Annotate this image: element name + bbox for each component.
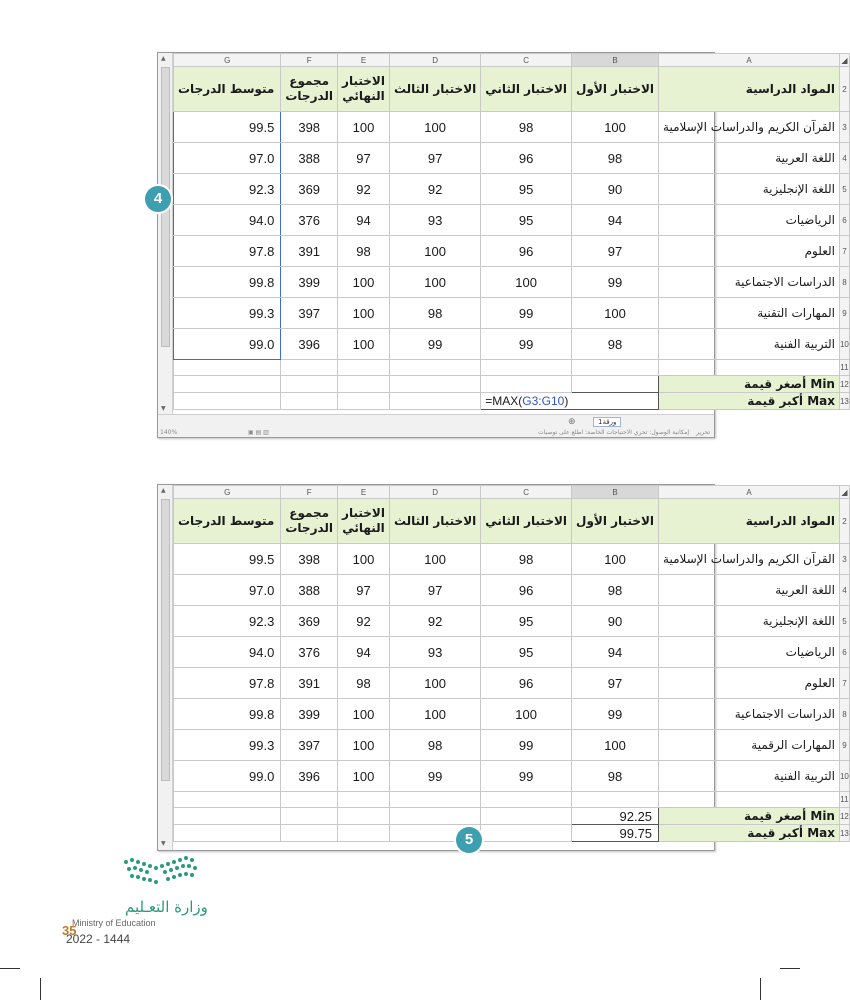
avg-cell[interactable]: 97.8 [174,236,281,267]
test2-cell[interactable]: 95 [481,606,572,637]
avg-cell[interactable]: 99.8 [174,267,281,298]
total-cell[interactable]: 399 [281,699,338,730]
test1-cell[interactable]: 100 [572,730,659,761]
test1-cell[interactable]: 100 [572,298,659,329]
edit-mode-status: تحرير [696,429,710,436]
final-cell[interactable]: 97 [338,575,390,606]
column-header-g[interactable]: G [174,486,281,499]
crop-mark [780,968,800,969]
ministry-name-arabic: وزارة التعـليم [125,898,208,916]
avg-cell[interactable]: 92.3 [174,606,281,637]
avg-cell[interactable]: 97.0 [174,575,281,606]
row-number[interactable]: 7 [839,668,849,699]
row-number[interactable]: 2 [839,499,849,544]
row-number[interactable]: 5 [839,606,849,637]
table-row [174,606,850,637]
avg-cell[interactable]: 97.8 [174,668,281,699]
final-cell[interactable]: 94 [338,637,390,668]
header-total[interactable]: مجموع الدرجات [281,67,338,112]
row-number[interactable]: 13 [839,825,849,842]
header-avg[interactable]: متوسط الدرجات [174,499,281,544]
header-test1[interactable]: الاختبار الأول [572,499,659,544]
test3-cell[interactable]: 98 [389,730,480,761]
row-number[interactable]: 9 [839,730,849,761]
scroll-thumb[interactable] [161,499,170,781]
test2-cell[interactable]: 98 [481,112,572,143]
test2-cell[interactable]: 95 [481,205,572,236]
max-row [174,393,850,410]
test1-cell[interactable]: 100 [572,112,659,143]
table-row [174,112,850,143]
column-header-g[interactable]: G [174,54,281,67]
test2-cell[interactable]: 99 [481,730,572,761]
test2-cell[interactable]: 99 [481,298,572,329]
max-result-cell[interactable]: 99.75 [572,825,659,842]
header-final[interactable]: الاختبار النهائي [338,499,390,544]
subject-cell[interactable]: الدراسات الاجتماعية [659,267,840,298]
final-cell[interactable]: 100 [338,699,390,730]
empty-row [174,792,850,808]
header-total[interactable]: مجموع الدرجات [281,499,338,544]
total-cell[interactable]: 388 [281,143,338,174]
row-number[interactable]: 9 [839,298,849,329]
total-cell[interactable]: 396 [281,329,338,360]
subject-cell[interactable]: الرياضيات [659,205,840,236]
final-cell[interactable]: 100 [338,730,390,761]
subject-cell[interactable]: العلوم [659,668,840,699]
row-number[interactable]: 10 [839,761,849,792]
subject-cell[interactable]: التربية الفنية [659,329,840,360]
step-badge: 5 [456,827,482,853]
column-header-row [174,54,850,67]
table-row [174,699,850,730]
vertical-scrollbar[interactable] [158,485,173,850]
test3-cell[interactable]: 100 [389,544,480,575]
test1-cell[interactable]: 98 [572,761,659,792]
table-row [174,575,850,606]
test3-cell[interactable]: 100 [389,112,480,143]
crop-mark [760,978,761,1000]
total-cell[interactable]: 369 [281,174,338,205]
min-row [174,376,850,393]
worksheet-grid [173,485,850,842]
test2-cell[interactable]: 96 [481,236,572,267]
accessibility-status[interactable]: إمكانية الوصول: تحري الاحتياجات الخاصة: اطلع على توصيات [538,429,690,436]
final-cell[interactable]: 100 [338,298,390,329]
subject-cell[interactable]: المهارات التقنية [659,298,840,329]
test2-cell[interactable]: 98 [481,544,572,575]
test2-cell[interactable]: 96 [481,575,572,606]
avg-cell[interactable]: 99.0 [174,761,281,792]
test1-cell[interactable]: 90 [572,606,659,637]
subject-cell[interactable]: اللغة العربية [659,575,840,606]
avg-cell[interactable]: 92.3 [174,174,281,205]
min-label[interactable]: أصغر قيمة Min [659,808,840,825]
column-header-b[interactable]: B [572,486,659,499]
row-number[interactable]: 6 [839,205,849,236]
test3-cell[interactable]: 100 [389,236,480,267]
row-number[interactable]: 11 [839,360,849,376]
formula-prefix: =MAX( [485,394,523,408]
test1-cell[interactable]: 100 [572,544,659,575]
view-mode-icons[interactable]: ▣ ▤ ▥ [248,429,269,436]
row-number[interactable]: 10 [839,329,849,360]
scroll-up-icon[interactable]: ▲ [161,487,166,494]
total-cell[interactable]: 376 [281,205,338,236]
test2-cell[interactable]: 95 [481,174,572,205]
final-cell[interactable]: 98 [338,668,390,699]
avg-cell[interactable]: 99.3 [174,298,281,329]
test1-cell[interactable]: 98 [572,329,659,360]
header-test3[interactable]: الاختبار الثالث [389,499,480,544]
table-row [174,329,850,360]
max-row [174,825,850,842]
table-row [174,637,850,668]
test2-cell[interactable]: 99 [481,761,572,792]
header-row [174,67,850,112]
column-header-d[interactable]: D [389,486,480,499]
test1-cell[interactable]: 98 [572,143,659,174]
final-cell[interactable]: 100 [338,112,390,143]
row-number[interactable]: 5 [839,174,849,205]
row-number[interactable]: 7 [839,236,849,267]
test1-cell[interactable]: 94 [572,637,659,668]
final-cell[interactable]: 97 [338,143,390,174]
test3-cell[interactable]: 99 [389,761,480,792]
column-header-c[interactable]: C [481,486,572,499]
min-row [174,808,850,825]
column-header-f[interactable]: F [281,486,338,499]
subject-cell[interactable]: الرياضيات [659,637,840,668]
test3-cell[interactable]: 100 [389,699,480,730]
test1-cell[interactable]: 90 [572,174,659,205]
test3-cell[interactable]: 93 [389,637,480,668]
select-all-corner[interactable]: ◢ [841,55,848,65]
crop-mark [40,978,41,1000]
total-cell[interactable]: 396 [281,761,338,792]
table-row [174,761,850,792]
subject-cell[interactable]: المهارات الرقمية [659,730,840,761]
sheet-tab[interactable]: ورقة1 [593,417,621,427]
column-header-a[interactable]: A [659,54,840,67]
row-number[interactable]: 3 [839,544,849,575]
row-number[interactable]: 2 [839,67,849,112]
avg-cell[interactable]: 97.0 [174,143,281,174]
sheet-bottom-bar [158,414,714,437]
total-cell[interactable]: 388 [281,575,338,606]
total-cell[interactable]: 391 [281,236,338,267]
header-test3[interactable]: الاختبار الثالث [389,67,480,112]
final-cell[interactable]: 92 [338,174,390,205]
empty-row [174,360,850,376]
spreadsheet-window-max-formula [157,52,849,438]
final-cell[interactable]: 100 [338,544,390,575]
table-row [174,236,850,267]
avg-cell[interactable]: 94.0 [174,205,281,236]
subject-cell[interactable]: اللغة الإنجليزية [659,174,840,205]
table-row [174,174,850,205]
test1-cell[interactable]: 97 [572,236,659,267]
test2-cell[interactable]: 100 [481,267,572,298]
test1-cell[interactable]: 94 [572,205,659,236]
row-number[interactable]: 8 [839,267,849,298]
ministry-logo-icon [120,852,200,892]
header-avg[interactable]: متوسط الدرجات [174,67,281,112]
total-cell[interactable]: 398 [281,112,338,143]
zoom-level[interactable]: 140% [160,429,178,436]
total-cell[interactable]: 376 [281,637,338,668]
min-label[interactable]: أصغر قيمة Min [659,376,840,393]
table-row [174,544,850,575]
test3-cell[interactable]: 97 [389,143,480,174]
table-row [174,267,850,298]
test3-cell[interactable]: 100 [389,668,480,699]
total-cell[interactable]: 399 [281,267,338,298]
final-cell[interactable]: 100 [338,329,390,360]
row-number[interactable]: 4 [839,143,849,174]
column-header-e[interactable]: E [338,54,390,67]
column-header-f[interactable]: F [281,54,338,67]
test1-cell[interactable]: 99 [572,699,659,730]
test3-cell[interactable]: 97 [389,575,480,606]
row-number[interactable]: 13 [839,393,849,410]
avg-cell[interactable]: 99.8 [174,699,281,730]
subject-cell[interactable]: القرآن الكريم والدراسات الإسلامية [659,544,840,575]
test3-cell[interactable]: 100 [389,267,480,298]
subject-cell[interactable]: اللغة العربية [659,143,840,174]
avg-cell[interactable]: 99.5 [174,112,281,143]
column-header-c[interactable]: C [481,54,572,67]
header-test1[interactable]: الاختبار الأول [572,67,659,112]
final-cell[interactable]: 94 [338,205,390,236]
min-result-cell[interactable] [572,376,659,393]
table-row [174,143,850,174]
test2-cell[interactable]: 96 [481,143,572,174]
header-subject[interactable]: المواد الدراسية [659,499,840,544]
test2-cell[interactable]: 96 [481,668,572,699]
row-number[interactable]: 12 [839,808,849,825]
table-row [174,205,850,236]
column-header-b[interactable]: B [572,54,659,67]
scroll-down-icon[interactable]: ▼ [161,840,166,847]
column-header-d[interactable]: D [389,54,480,67]
ministry-name-english: Ministry of Education [72,918,156,928]
test1-cell[interactable]: 97 [572,668,659,699]
final-cell[interactable]: 98 [338,236,390,267]
test3-cell[interactable]: 98 [389,298,480,329]
row-number[interactable]: 4 [839,575,849,606]
formula-suffix: ) [564,394,569,408]
column-header-a[interactable]: A [659,486,840,499]
header-row [174,499,850,544]
row-number[interactable]: 8 [839,699,849,730]
min-result-cell[interactable]: 92.25 [572,808,659,825]
subject-cell[interactable]: الدراسات الاجتماعية [659,699,840,730]
page-number: 35 [62,923,77,938]
crop-mark [0,968,20,969]
max-label[interactable]: أكبر قيمة Max [659,393,840,410]
academic-year: 2022 - 1444 [66,932,131,946]
final-cell[interactable]: 92 [338,606,390,637]
add-sheet-icon[interactable]: ⊕ [568,417,576,427]
total-cell[interactable]: 391 [281,668,338,699]
test3-cell[interactable]: 92 [389,606,480,637]
max-label[interactable]: أكبر قيمة Max [659,825,840,842]
row-number[interactable]: 3 [839,112,849,143]
avg-cell[interactable]: 99.0 [174,329,281,360]
test2-cell[interactable]: 100 [481,699,572,730]
table-row [174,730,850,761]
row-number[interactable]: 11 [839,792,849,808]
column-header-e[interactable]: E [338,486,390,499]
test1-cell[interactable]: 99 [572,267,659,298]
formula-range-ref: G3:G10 [522,394,565,408]
test2-cell[interactable]: 95 [481,637,572,668]
spreadsheet-window-results [157,484,849,851]
final-cell[interactable]: 100 [338,761,390,792]
avg-cell[interactable]: 99.3 [174,730,281,761]
subject-cell[interactable]: القرآن الكريم والدراسات الإسلامية [659,112,840,143]
avg-cell[interactable]: 94.0 [174,637,281,668]
subject-cell[interactable]: التربية الفنية [659,761,840,792]
total-cell[interactable]: 397 [281,730,338,761]
test3-cell[interactable]: 93 [389,205,480,236]
max-formula-cell[interactable] [481,393,659,410]
table-row [174,298,850,329]
total-cell[interactable]: 397 [281,298,338,329]
select-all-corner[interactable]: ◢ [841,487,848,497]
scroll-up-icon[interactable]: ▲ [161,55,166,62]
header-subject[interactable]: المواد الدراسية [659,67,840,112]
scroll-down-icon[interactable]: ▼ [161,405,166,412]
test2-cell[interactable]: 99 [481,329,572,360]
column-header-row [174,486,850,499]
row-number[interactable]: 6 [839,637,849,668]
total-cell[interactable]: 369 [281,606,338,637]
test3-cell[interactable]: 99 [389,329,480,360]
vertical-scrollbar[interactable] [158,53,173,437]
row-number[interactable]: 12 [839,376,849,393]
subject-cell[interactable]: اللغة الإنجليزية [659,606,840,637]
total-cell[interactable]: 398 [281,544,338,575]
subject-cell[interactable]: العلوم [659,236,840,267]
step-badge: 4 [145,186,171,212]
header-test2[interactable]: الاختبار الثاني [481,67,572,112]
header-final[interactable]: الاختبار النهائي [338,67,390,112]
table-row [174,668,850,699]
worksheet-grid [173,53,850,410]
avg-cell[interactable]: 99.5 [174,544,281,575]
header-test2[interactable]: الاختبار الثاني [481,499,572,544]
test1-cell[interactable]: 98 [572,575,659,606]
final-cell[interactable]: 100 [338,267,390,298]
test3-cell[interactable]: 92 [389,174,480,205]
